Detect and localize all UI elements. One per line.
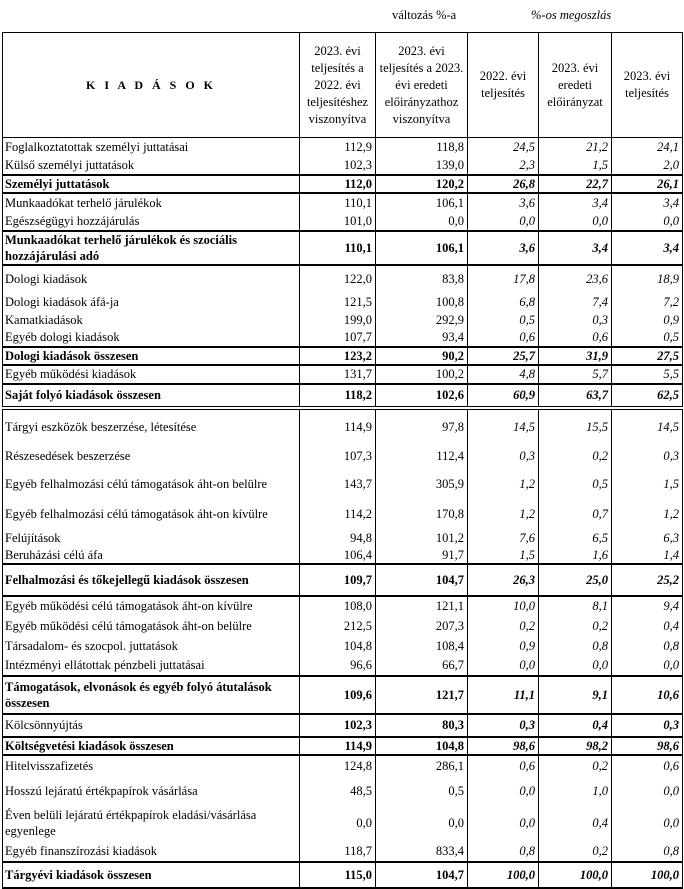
cell-share-2022: 1,2 [468,499,539,529]
table-row [3,805,683,842]
cell-change-vs-plan: 90,2 [376,347,468,365]
cell-share-2023: 14,5 [612,408,683,444]
cell-share-plan-2023: 8,1 [539,596,612,616]
table-row [3,175,683,193]
table-row [3,636,683,656]
row-label: Intézményi ellátottak pénzbeli juttatásai [3,656,300,676]
cell-change-vs-plan: 108,4 [376,636,468,656]
cell-share-plan-2023: 0,4 [539,714,612,737]
row-label: Tárgyi eszközök beszerzése, létesítése [3,408,300,444]
cell-share-2022: 0,2 [468,616,539,636]
cell-change-vs-plan: 0,5 [376,777,468,805]
cell-share-2023: 18,9 [612,265,683,292]
cell-share-2023: 5,5 [612,365,683,384]
row-label: Hitelvisszafizetés [3,755,300,777]
table-row [3,862,683,888]
cell-share-plan-2023: 0,3 [539,312,612,329]
cell-share-plan-2023: 7,4 [539,292,612,312]
cell-change-vs-2022: 110,1 [300,231,376,265]
cell-share-plan-2023: 3,4 [539,231,612,265]
cell-change-vs-plan: 66,7 [376,656,468,676]
cell-share-plan-2023: 31,9 [539,347,612,365]
cell-share-plan-2023: 0,2 [539,616,612,636]
table-row [3,755,683,777]
header-expenditures: K I A D Á S O K [3,33,300,138]
table-row [3,408,683,444]
cell-change-vs-plan: 100,8 [376,292,468,312]
cell-share-2023: 0,8 [612,842,683,862]
cell-share-2023: 1,5 [612,469,683,499]
cell-share-plan-2023: 0,0 [539,213,612,231]
cell-share-plan-2023: 21,2 [539,138,612,157]
table-row [3,676,683,714]
table-row [3,714,683,737]
cell-change-vs-plan: 104,8 [376,737,468,755]
cell-share-2022: 14,5 [468,408,539,444]
cell-share-2023: 7,2 [612,292,683,312]
cell-change-vs-plan: 112,4 [376,444,468,469]
row-label: Kamatkiadások [3,312,300,329]
cell-change-vs-plan: 83,8 [376,265,468,292]
cell-share-2023: 0,0 [612,656,683,676]
cell-share-2023: 3,4 [612,231,683,265]
cell-change-vs-plan: 121,7 [376,676,468,714]
table-row [3,193,683,213]
cell-share-2023: 1,4 [612,547,683,564]
cell-share-2022: 6,8 [468,292,539,312]
header-share-2023: 2023. évi teljesítés [612,33,683,138]
row-label: Egyéb működési célú támogatások áht-on belülre [3,616,300,636]
cell-change-vs-2022: 110,1 [300,193,376,213]
cell-change-vs-plan: 101,2 [376,529,468,547]
table-row [3,265,683,292]
cell-change-vs-2022: 118,2 [300,384,376,408]
cell-change-vs-2022: 112,0 [300,175,376,193]
row-label: Támogatások, elvonások és egyéb folyó átutalások összesen [3,676,300,714]
row-label: Költségvetési kiadások összesen [3,737,300,755]
cell-change-vs-2022: 114,9 [300,408,376,444]
cell-share-2023: 98,6 [612,737,683,755]
cell-share-2023: 27,5 [612,347,683,365]
cell-change-vs-plan: 139,0 [376,157,468,175]
table-row [3,231,683,265]
cell-share-2023: 9,4 [612,596,683,616]
cell-change-vs-2022: 0,0 [300,805,376,842]
cell-share-2022: 100,0 [468,862,539,888]
distribution-percent-label: %-os megoszlás [531,8,612,22]
cell-change-vs-plan: 120,2 [376,175,468,193]
cell-share-2022: 3,6 [468,193,539,213]
cell-change-vs-2022: 112,9 [300,138,376,157]
cell-share-plan-2023: 25,0 [539,564,612,596]
cell-change-vs-2022: 118,7 [300,842,376,862]
cell-share-2023: 0,3 [612,444,683,469]
cell-share-2022: 7,6 [468,529,539,547]
cell-share-plan-2023: 15,5 [539,408,612,444]
cell-change-vs-plan: 80,3 [376,714,468,737]
table-row [3,347,683,365]
cell-share-2023: 10,6 [612,676,683,714]
header-row [3,33,683,138]
table-row [3,292,683,312]
cell-share-2023: 25,2 [612,564,683,596]
cell-share-2023: 6,3 [612,529,683,547]
row-label: Hosszú lejáratú értékpapírok vásárlása [3,777,300,805]
cell-change-vs-plan: 106,1 [376,193,468,213]
cell-change-vs-plan: 93,4 [376,329,468,347]
row-label: Egyéb dologi kiadások [3,329,300,347]
cell-change-vs-2022: 123,2 [300,347,376,365]
table-row [3,213,683,231]
cell-share-2022: 17,8 [468,265,539,292]
table-row [3,616,683,636]
cell-change-vs-2022: 94,8 [300,529,376,547]
header-change-vs-2022: 2023. évi teljesítés a 2022. évi teljesítéshez viszonyítva [300,33,376,138]
cell-share-2022: 0,0 [468,777,539,805]
cell-share-plan-2023: 0,7 [539,499,612,529]
cell-share-2022: 0,5 [468,312,539,329]
row-label: Részesedések beszerzése [3,444,300,469]
cell-change-vs-plan: 170,8 [376,499,468,529]
cell-share-2023: 26,1 [612,175,683,193]
cell-share-plan-2023: 98,2 [539,737,612,755]
change-percent-label: változás %-a [392,8,457,22]
row-label: Társadalom- és szocpol. juttatások [3,636,300,656]
cell-change-vs-plan: 91,7 [376,547,468,564]
cell-change-vs-plan: 207,3 [376,616,468,636]
cell-share-plan-2023: 1,0 [539,777,612,805]
cell-share-plan-2023: 0,8 [539,636,612,656]
table-row [3,547,683,564]
header-share-plan-2023: 2023. évi eredeti előirányzat [539,33,612,138]
table-row [3,469,683,499]
cell-share-plan-2023: 0,2 [539,842,612,862]
cell-share-plan-2023: 1,5 [539,157,612,175]
cell-share-plan-2023: 22,7 [539,175,612,193]
cell-share-2023: 3,4 [612,193,683,213]
cell-change-vs-2022: 143,7 [300,469,376,499]
cell-change-vs-plan: 97,8 [376,408,468,444]
row-label: Egyéb finanszírozási kiadások [3,842,300,862]
cell-change-vs-plan: 0,0 [376,213,468,231]
cell-change-vs-plan: 118,8 [376,138,468,157]
cell-share-2022: 10,0 [468,596,539,616]
cell-share-2023: 24,1 [612,138,683,157]
cell-share-plan-2023: 63,7 [539,384,612,408]
cell-share-2023: 0,6 [612,755,683,777]
cell-change-vs-plan: 100,2 [376,365,468,384]
cell-change-vs-plan: 286,1 [376,755,468,777]
cell-share-2023: 0,0 [612,213,683,231]
table-row [3,777,683,805]
row-label: Dologi kiadások összesen [3,347,300,365]
table-row [3,312,683,329]
table-row [3,365,683,384]
cell-change-vs-2022: 101,0 [300,213,376,231]
cell-change-vs-2022: 104,8 [300,636,376,656]
table-row [3,329,683,347]
cell-change-vs-2022: 114,2 [300,499,376,529]
cell-change-vs-2022: 109,6 [300,676,376,714]
cell-share-2023: 0,0 [612,805,683,842]
table-row [3,564,683,596]
cell-share-2023: 1,2 [612,499,683,529]
table-row [3,499,683,529]
cell-share-plan-2023: 0,2 [539,444,612,469]
header-change-vs-plan: 2023. évi teljesítés a 2023. évi eredeti előirányzathoz viszonyítva [376,33,468,138]
cell-change-vs-plan: 104,7 [376,862,468,888]
table-row [3,656,683,676]
cell-share-2022: 25,7 [468,347,539,365]
cell-change-vs-plan: 0,0 [376,805,468,842]
cell-change-vs-plan: 305,9 [376,469,468,499]
cell-change-vs-plan: 833,4 [376,842,468,862]
row-label: Tárgyévi kiadások összesen [3,862,300,888]
cell-change-vs-2022: 106,4 [300,547,376,564]
cell-share-plan-2023: 100,0 [539,862,612,888]
table-row [3,596,683,616]
row-label: Foglalkoztatottak személyi juttatásai [3,138,300,157]
row-label: Egyéb felhalmozási célú támogatások áht-on kívülre [3,499,300,529]
row-label: Éven belüli lejáratú értékpapírok eladási/vásárlása egyenlege [3,805,300,842]
table-row [3,138,683,157]
row-label: Munkaadókat terhelő járulékok és szociális hozzájárulási adó [3,231,300,265]
cell-share-plan-2023: 6,5 [539,529,612,547]
cell-share-2023: 0,9 [612,312,683,329]
cell-share-2022: 0,0 [468,805,539,842]
row-label: Saját folyó kiadások összesen [3,384,300,408]
cell-change-vs-2022: 124,8 [300,755,376,777]
cell-share-2022: 0,3 [468,714,539,737]
table-row [3,529,683,547]
expenditure-table [2,32,683,889]
cell-share-plan-2023: 23,6 [539,265,612,292]
row-label: Egyéb működési kiadások [3,365,300,384]
cell-share-2022: 2,3 [468,157,539,175]
cell-change-vs-2022: 107,7 [300,329,376,347]
cell-change-vs-2022: 121,5 [300,292,376,312]
cell-change-vs-2022: 109,7 [300,564,376,596]
cell-change-vs-2022: 115,0 [300,862,376,888]
cell-share-2023: 0,4 [612,616,683,636]
cell-change-vs-plan: 121,1 [376,596,468,616]
row-label: Beruházási célú áfa [3,547,300,564]
cell-share-2023: 0,3 [612,714,683,737]
cell-change-vs-2022: 96,6 [300,656,376,676]
cell-change-vs-plan: 102,6 [376,384,468,408]
cell-share-2022: 98,6 [468,737,539,755]
cell-share-plan-2023: 1,6 [539,547,612,564]
cell-share-2023: 0,0 [612,777,683,805]
row-label: Dologi kiadások [3,265,300,292]
row-label: Dologi kiadások áfá-ja [3,292,300,312]
table-row [3,737,683,755]
cell-share-plan-2023: 0,6 [539,329,612,347]
cell-share-plan-2023: 0,4 [539,805,612,842]
cell-change-vs-2022: 131,7 [300,365,376,384]
cell-share-2022: 1,2 [468,469,539,499]
cell-share-plan-2023: 0,5 [539,469,612,499]
table-row [3,444,683,469]
cell-share-2022: 0,6 [468,755,539,777]
cell-share-2022: 60,9 [468,384,539,408]
cell-change-vs-2022: 108,0 [300,596,376,616]
cell-change-vs-2022: 48,5 [300,777,376,805]
row-label: Felhalmozási és tőkejellegű kiadások összesen [3,564,300,596]
cell-change-vs-2022: 212,5 [300,616,376,636]
cell-share-2022: 1,5 [468,547,539,564]
table-row [3,157,683,175]
header-share-2022: 2022. évi teljesítés [468,33,539,138]
table-row [3,384,683,408]
row-label: Kölcsönnyújtás [3,714,300,737]
cell-share-plan-2023: 0,0 [539,656,612,676]
cell-share-2022: 0,0 [468,656,539,676]
table-row [3,842,683,862]
cell-change-vs-2022: 122,0 [300,265,376,292]
cell-change-vs-plan: 106,1 [376,231,468,265]
row-label: Külső személyi juttatások [3,157,300,175]
cell-share-2022: 26,8 [468,175,539,193]
row-label: Egészségügyi hozzájárulás [3,213,300,231]
cell-share-2022: 24,5 [468,138,539,157]
cell-share-2023: 62,5 [612,384,683,408]
cell-change-vs-2022: 199,0 [300,312,376,329]
cell-change-vs-plan: 104,7 [376,564,468,596]
row-label: Személyi juttatások [3,175,300,193]
cell-share-2022: 4,8 [468,365,539,384]
cell-share-plan-2023: 9,1 [539,676,612,714]
row-label: Munkaadókat terhelő járulékok [3,193,300,213]
cell-share-2022: 26,3 [468,564,539,596]
cell-share-plan-2023: 3,4 [539,193,612,213]
cell-change-vs-2022: 114,9 [300,737,376,755]
row-label: Egyéb működési célú támogatások áht-on kívülre [3,596,300,616]
cell-share-2022: 0,9 [468,636,539,656]
cell-share-2023: 100,0 [612,862,683,888]
cell-share-2022: 0,3 [468,444,539,469]
cell-share-2023: 0,8 [612,636,683,656]
cell-share-2023: 2,0 [612,157,683,175]
cell-change-vs-plan: 292,9 [376,312,468,329]
cell-share-2022: 0,0 [468,213,539,231]
cell-change-vs-2022: 102,3 [300,157,376,175]
cell-share-plan-2023: 5,7 [539,365,612,384]
cell-share-2023: 0,5 [612,329,683,347]
cell-share-2022: 11,1 [468,676,539,714]
cell-change-vs-2022: 107,3 [300,444,376,469]
cell-share-2022: 0,8 [468,842,539,862]
row-label: Egyéb felhalmozási célú támogatások áht-on belülre [3,469,300,499]
cell-share-2022: 3,6 [468,231,539,265]
row-label: Felújítások [3,529,300,547]
cell-share-2022: 0,6 [468,329,539,347]
cell-share-plan-2023: 0,2 [539,755,612,777]
cell-change-vs-2022: 102,3 [300,714,376,737]
